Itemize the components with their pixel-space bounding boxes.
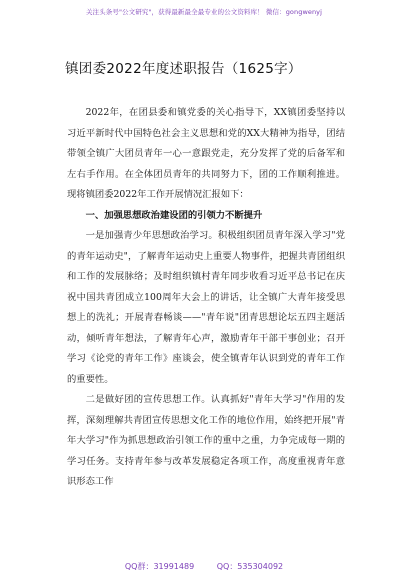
paragraph-propaganda: 二是做好团的宣传思想工作。认真抓好"青年大学习"作用的发挥，深刻理解共青团宣传思想文化工作的地位作用，始终把开展"青年大学习"作为抓思想政治引领工作的重中之重，力争完成每一期的学习任务。支持青年参与改革发展稳定各项工作，高度重视青年意识形态工作 xyxy=(67,394,345,487)
section-heading: 一、加强思想政治建设团的引领力不断提升 xyxy=(85,209,263,221)
footer-contact xyxy=(0,561,408,572)
document-body xyxy=(67,103,345,493)
paragraph-study: 一是加强青少年思想政治学习。积极组织团员青年深入学习"党的青年运动史"，了解青年运动史上重要人物事件，把握共青团组织和工作的发展脉络；及时组织镇村青年同步收看习近平总书记在庆祝中国共青团成立100周年大会上的讲话，让全镇广大青年接受思想上的洗礼；开展青春畅谈——"青年说"团青思想论坛五四主题活动，倾听青年想法，了解青年心声，激励青年干部干事创业；召开学习《论党的青年工作》座谈会，使全镇青年认识到党的青年工作的重要性。 xyxy=(67,230,345,385)
footer-qq-group: QQ群：31991489 xyxy=(124,562,195,571)
header-watermark-note: 关注头条号"公文研究"，获得最新最全最专业的公文资料库！ 微信：gongwenyj xyxy=(85,8,323,16)
paragraph-intro: 2022年，在团县委和镇党委的关心指导下，XX镇团委坚持以习近平新时代中国特色社会主义思想和党的XX大精神为指导，团结带领全镇广大团员青年一心一意跟党走，充分发挥了党的后备军和左右手作用。在全体团员青年的共同努力下，团的工作顺利推进。现将镇团委2022年工作开展情况汇报如下： xyxy=(67,107,345,200)
document-title: 镇团委2022年度述职报告（1625字） xyxy=(65,61,302,77)
footer-qq: QQ：535304092 xyxy=(216,562,284,571)
